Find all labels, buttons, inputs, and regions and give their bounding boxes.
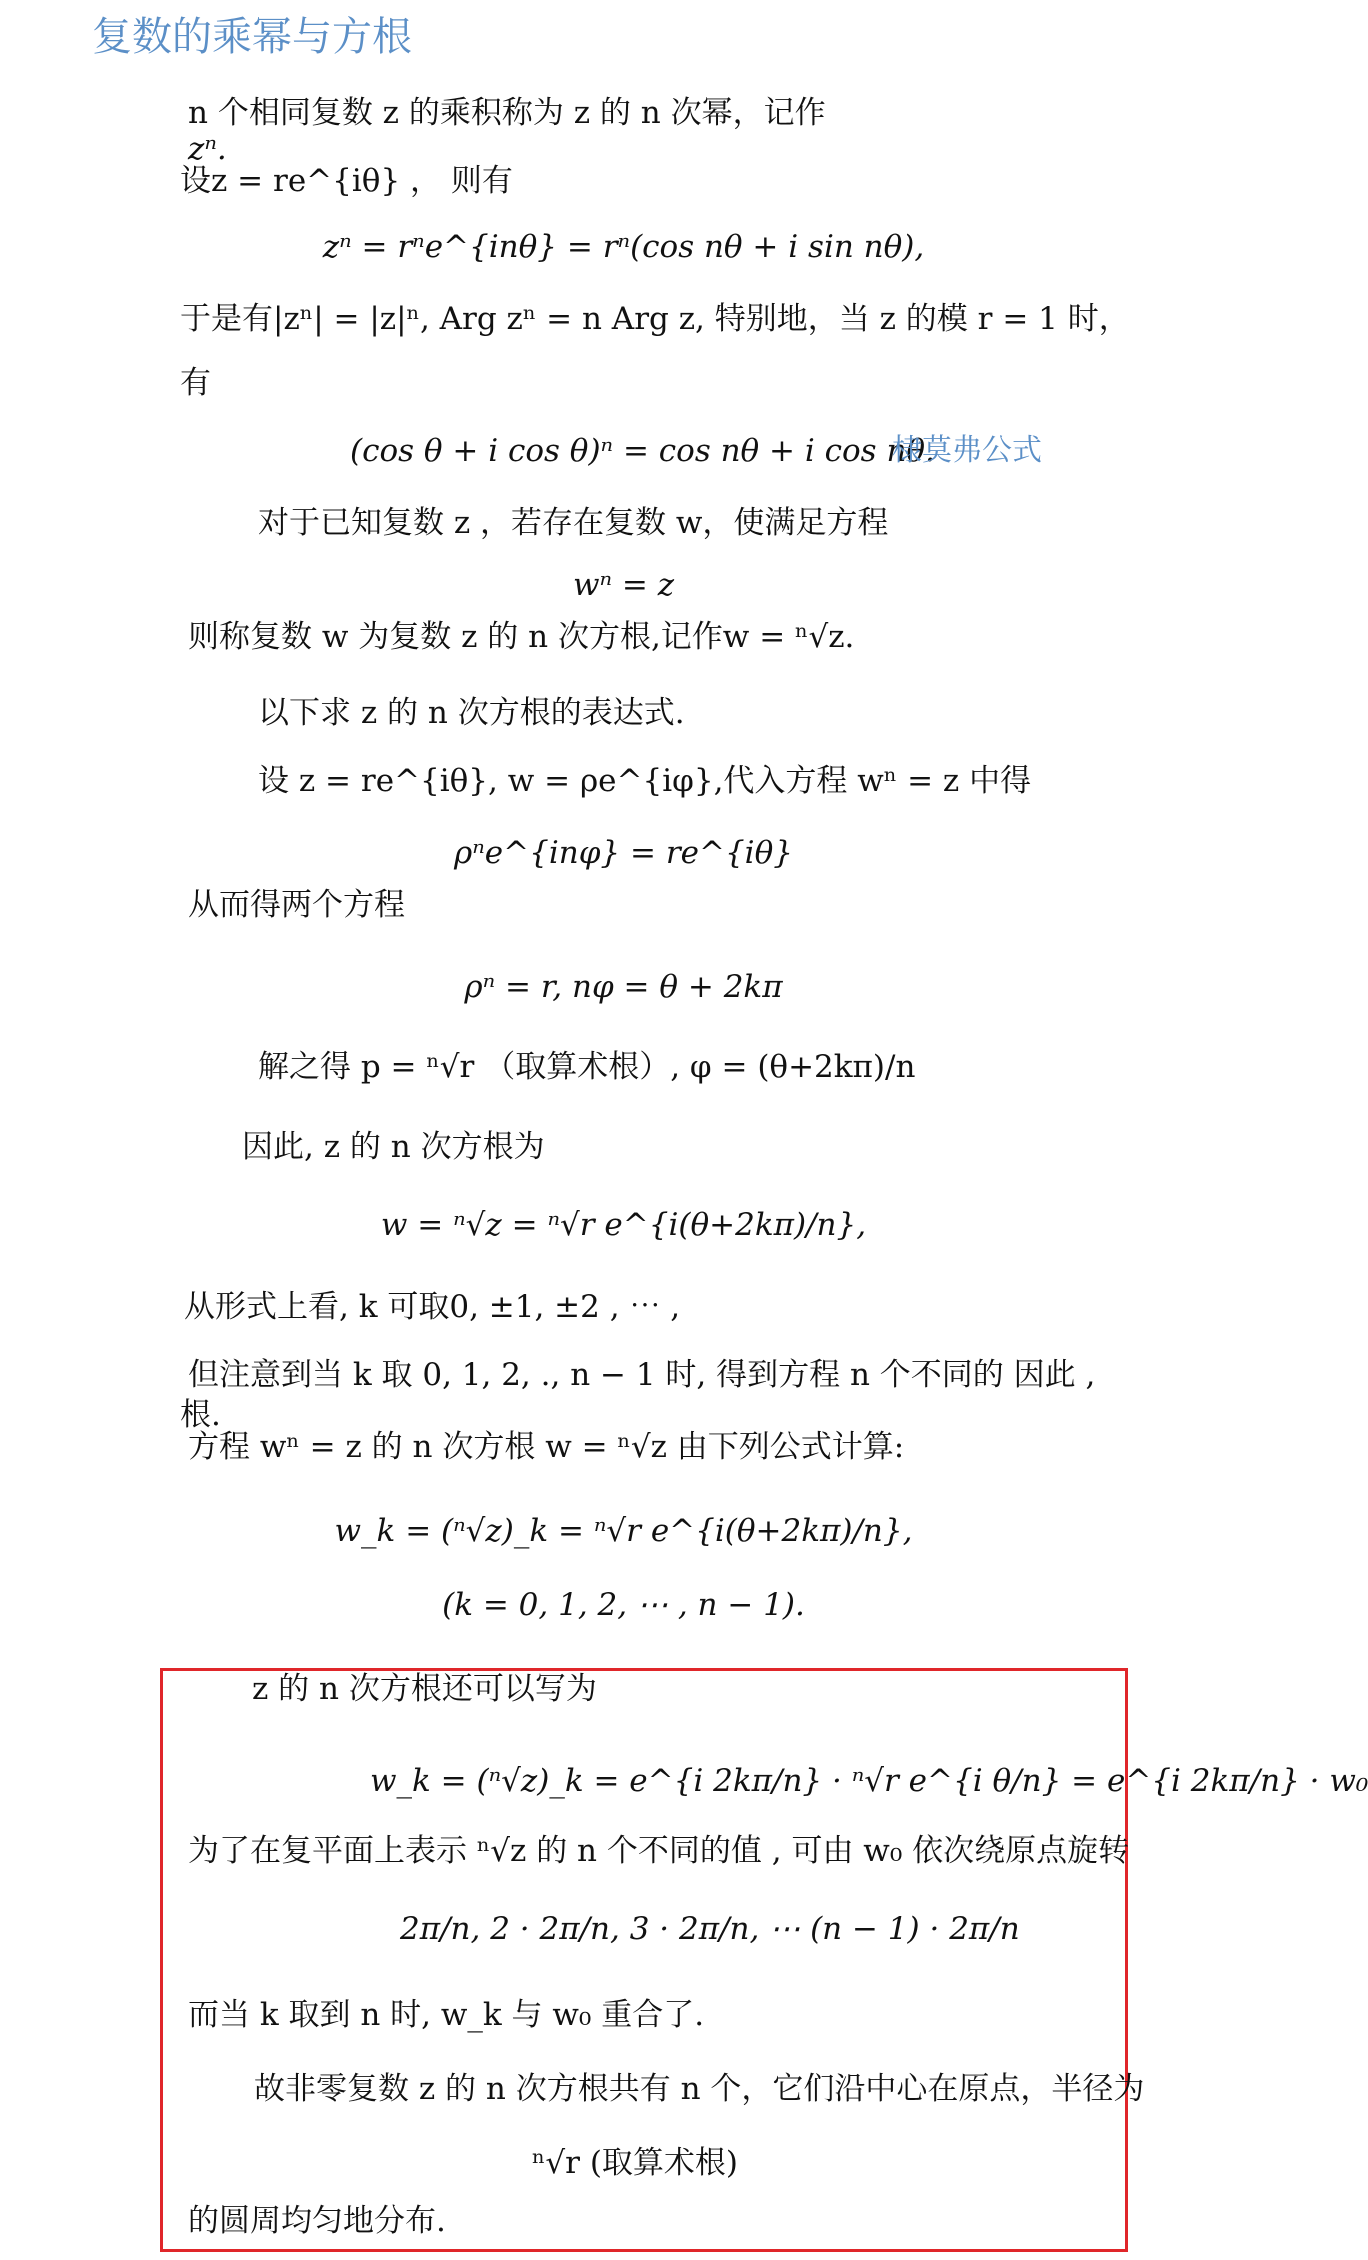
text-line: 于是有|zⁿ| = |z|ⁿ, Arg zⁿ = n Arg z, 特别地，当 z 的模 r = 1 时， xyxy=(180,301,1130,337)
text-line: 方程 wⁿ = z 的 n 次方根 w = ⁿ√z 由下列公式计算: xyxy=(188,1429,905,1465)
text-line: 以下求 z 的 n 次方根的表达式. xyxy=(258,695,685,731)
text-line: 而当 k 取到 n 时, w_k 与 w₀ 重合了. xyxy=(188,1997,705,2033)
text-line: 根. xyxy=(180,1397,221,1433)
text-line: ⁿ√r (取算术根) xyxy=(532,2145,739,2181)
text-line: 从而得两个方程 xyxy=(188,887,405,923)
text-line: 设 z = re^{iθ}, w = ρe^{iφ},代入方程 wⁿ = z 中得 xyxy=(258,763,1032,799)
text-line: z 的 n 次方根还可以写为 xyxy=(252,1671,597,1707)
equation: zⁿ = rⁿe^{inθ} = rⁿ(cos nθ + i sin nθ), xyxy=(322,229,925,265)
text-line: 故非零复数 z 的 n 次方根共有 n 个，它们沿中心在原点，半径为 xyxy=(254,2071,1145,2107)
equation: w_k = (ⁿ√z)_k = e^{i 2kπ/n} · ⁿ√r e^{i θ/n} = e^{i 2kπ/n} · w₀ xyxy=(370,1763,1368,1799)
text-line: 但注意到当 k 取 0, 1, 2, ., n − 1 时, 得到方程 n 个不同的 因此 , xyxy=(188,1357,1096,1393)
text-line: 解之得 p = ⁿ√r （取算术根）, φ = (θ+2kπ)/n xyxy=(258,1049,916,1085)
equation: 2π/n, 2 · 2π/n, 3 · 2π/n, ⋯ (n − 1) · 2π/n xyxy=(400,1911,1020,1947)
text-line: 从形式上看, k 可取0, ±1, ±2 , ⋯ , xyxy=(184,1289,681,1325)
text-line: 对于已知复数 z ，若存在复数 w，使满足方程 xyxy=(258,505,889,541)
equation: w = ⁿ√z = ⁿ√r e^{i(θ+2kπ)/n}, xyxy=(380,1207,867,1243)
equation: (cos θ + i cos θ)ⁿ = cos nθ + i cos nθ. xyxy=(350,433,935,469)
text-line: 则称复数 w 为复数 z 的 n 次方根,记作w = ⁿ√z. xyxy=(188,619,855,655)
text-line: 的圆周均匀地分布. xyxy=(188,2203,446,2239)
text-line: zⁿ. xyxy=(188,131,227,167)
equation: ρⁿe^{inφ} = re^{iθ} xyxy=(454,835,793,871)
equation: w_k = (ⁿ√z)_k = ⁿ√r e^{i(θ+2kπ)/n}, xyxy=(334,1513,913,1549)
equation: wⁿ = z xyxy=(572,567,675,603)
equation-tag: 棣莫弗公式 xyxy=(892,433,1042,468)
text-line: 设z = re^{iθ} ， 则有 xyxy=(180,163,513,199)
equation: (k = 0, 1, 2, ⋯ , n − 1). xyxy=(442,1587,805,1623)
text-line: 为了在复平面上表示 ⁿ√z 的 n 个不同的值 , 可由 w₀ 依次绕原点旋转 xyxy=(188,1833,1130,1869)
text-line: 因此, z 的 n 次方根为 xyxy=(242,1129,545,1165)
text-line: n 个相同复数 z 的乘积称为 z 的 n 次幂，记作 xyxy=(188,95,826,131)
equation: ρⁿ = r, nφ = θ + 2kπ xyxy=(464,969,783,1005)
text-line: 有 xyxy=(180,365,211,401)
page-title: 复数的乘幂与方根 xyxy=(92,14,412,60)
